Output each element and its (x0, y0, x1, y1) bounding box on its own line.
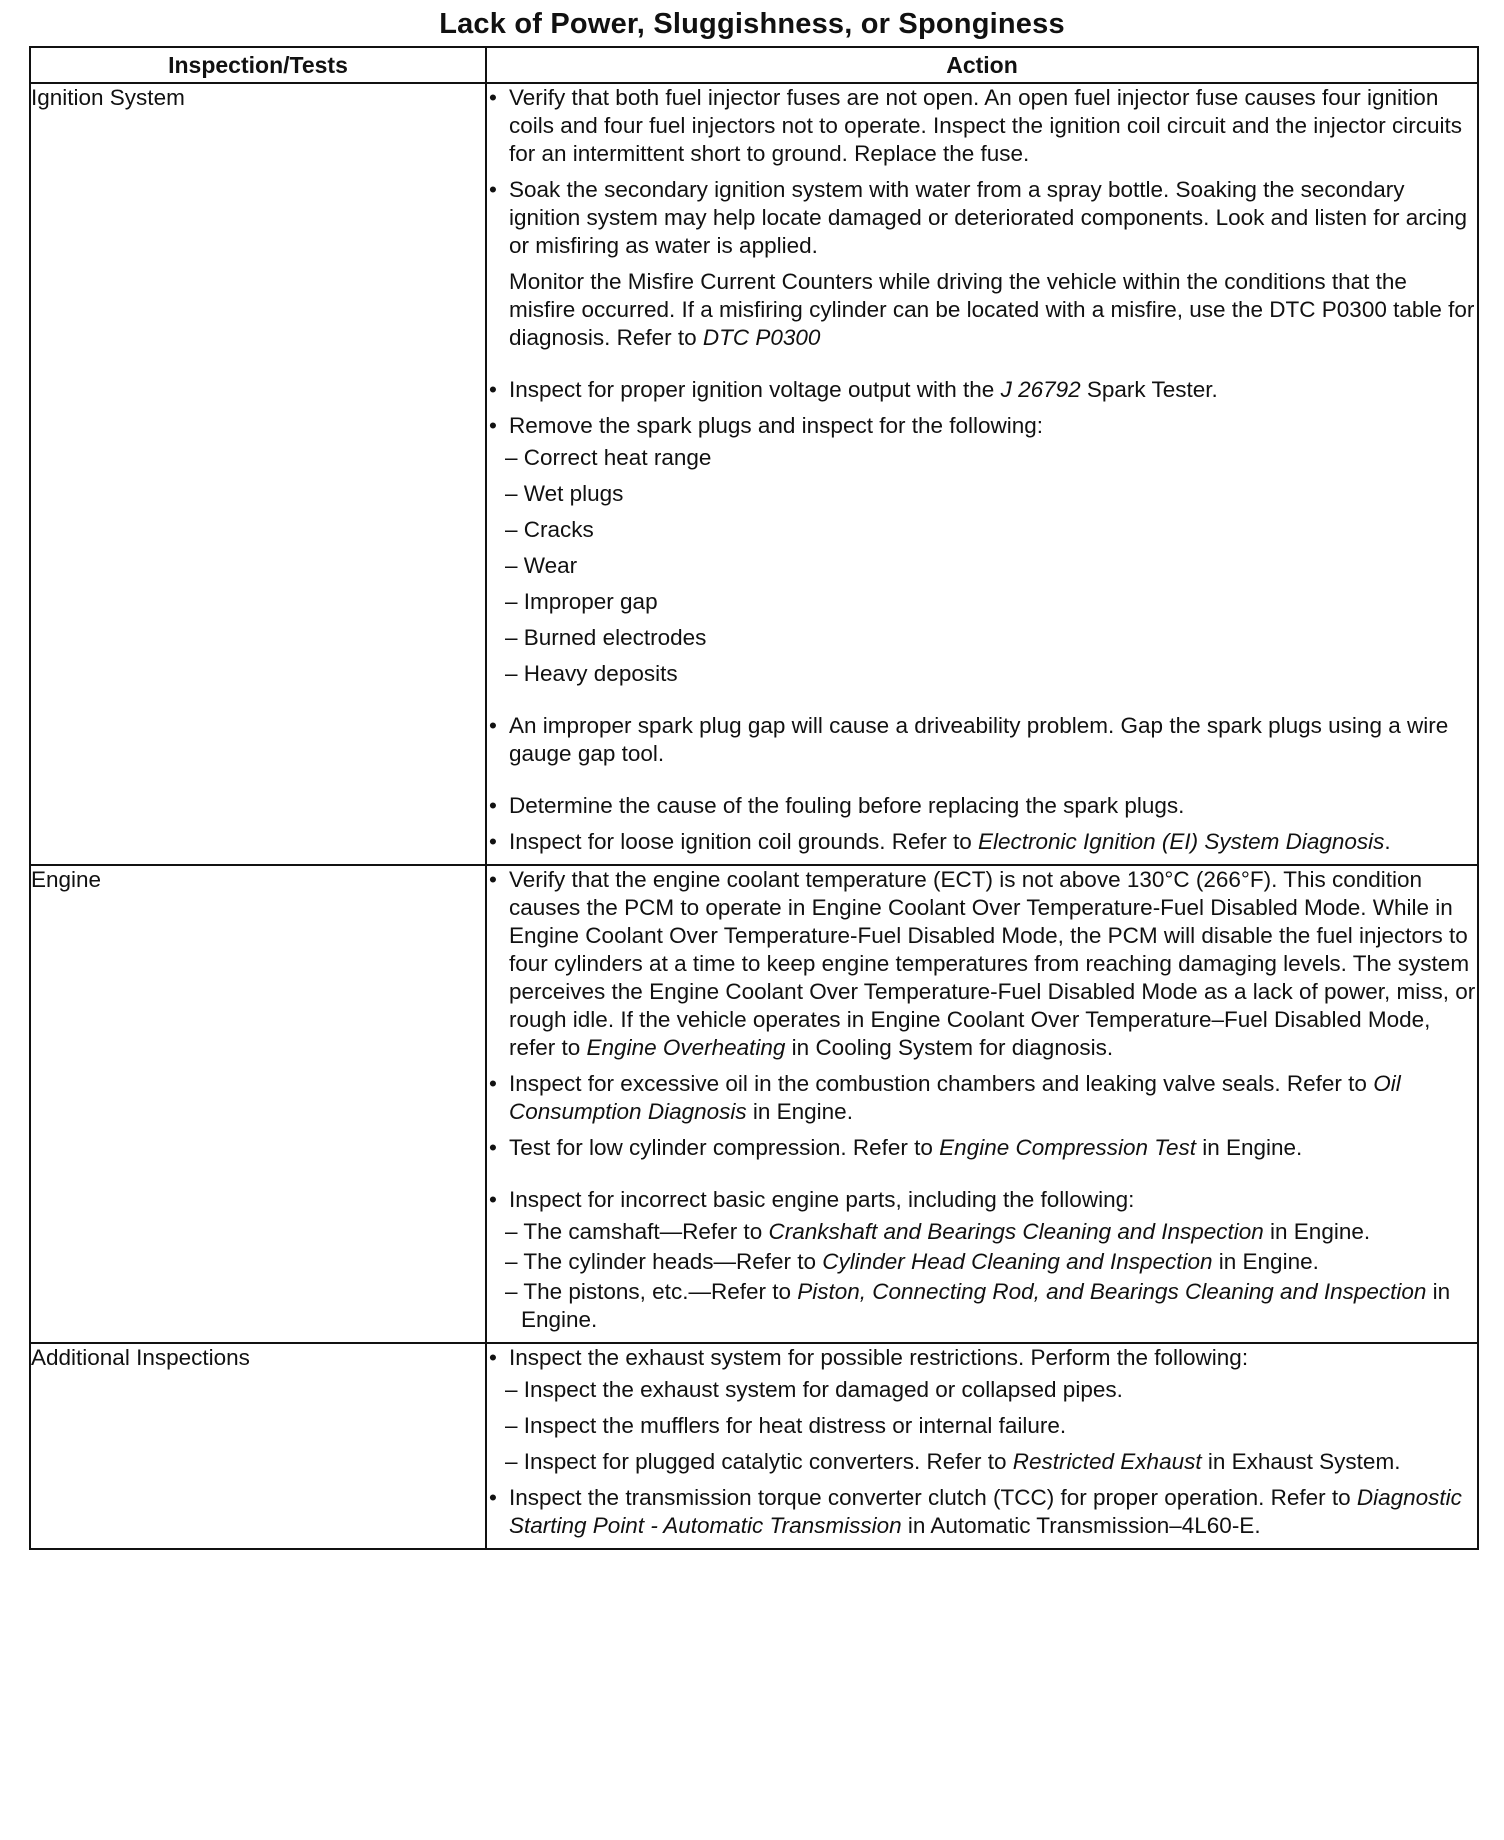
sub-item: – The camshaft—Refer to Crankshaft and Bearings Cleaning and Inspection in Engine. (505, 1219, 1371, 1244)
section-reference: Cooling System (815, 1035, 974, 1060)
reference-link: Electronic Ignition (EI) System Diagnosis (978, 829, 1385, 854)
reference-link: Crankshaft and Bearings Cleaning and Inspection (768, 1219, 1264, 1244)
action-bullet: • Inspect for excessive oil in the combustion chambers and leaking valve seals. Refer to Oil Consumption Diagnosis in Engine. (487, 1070, 1477, 1126)
header-row (30, 47, 1478, 83)
sub-item: – The cylinder heads—Refer to Cylinder Head Cleaning and Inspection in Engine. (505, 1249, 1319, 1274)
sub-item: – Improper gap (505, 589, 658, 614)
action-bullet: • An improper spark plug gap will cause a driveability problem. Gap the spark plugs using a wire gauge gap tool. (487, 712, 1477, 768)
action-bullet: • Verify that the engine coolant temperature (ECT) is not above 130°C (266°F). This condition causes the PCM to operate in Engine Coolant Over Temperature-Fuel Disabled Mode. While in Engine Coolant Over Temperature-Fuel Disabled Mode, the PCM will disable the fuel injectors to four cylinders at a time to keep engine temperatures from reaching damaging levels. The system perceives the Engine Coolant Over Temperature-Fuel Disabled Mode as a lack of power, miss, or rough idle. If the vehicle operates in Engine Coolant Over Temperature–Fuel Disabled Mode, refer to Engine Overheating in Cooling System for diagnosis. (487, 866, 1477, 1062)
sub-item: – Inspect for plugged catalytic converters. Refer to Restricted Exhaust in Exhaust System. (505, 1449, 1401, 1474)
test-name-ignition: Ignition System (30, 83, 486, 865)
action-bullet: • Soak the secondary ignition system with water from a spray bottle. Soaking the secondary ignition system may help locate damaged or deteriorated components. Look and listen for arcing or misfiring as water is applied. Monitor the Misfire Current Counters while driving the vehicle within the conditions that the misfire occurred. If a misfiring cylinder can be located with a misfire, use the DTC P0300 table for diagnosis. Refer to DTC P0300 (487, 176, 1477, 352)
tool-reference: J 26792 (1000, 377, 1081, 402)
reference-link: Cylinder Head Cleaning and Inspection (822, 1249, 1213, 1274)
reference-link: Engine Overheating (586, 1035, 786, 1060)
reference-link: Oil Consumption Diagnosis (509, 1071, 1401, 1124)
action-bullet: • Determine the cause of the fouling before replacing the spark plugs. (487, 792, 1477, 820)
action-bullet: • Inspect the transmission torque converter clutch (TCC) for proper operation. Refer to Diagnostic Starting Point - Automatic Transmission in Automatic Transmission–4L60-E. (487, 1484, 1477, 1540)
test-name-additional: Additional Inspections (30, 1343, 486, 1549)
action-bullet: • Inspect for incorrect basic engine parts, including the following: – The camshaft—Refer to Crankshaft and Bearings Cleaning and Inspection in Engine. – The cylinder heads—Refer to Cylinder Head Cleaning and Inspection in Engine. – The pistons, etc.—Refer to Piston, Connecting Rod, and Bearings Cleaning and Inspection in Engine. (487, 1186, 1477, 1334)
sub-item: – Correct heat range (505, 445, 712, 470)
action-bullet: • Remove the spark plugs and inspect for the following: – Correct heat range – Wet plugs – Cracks – Wear – Improper gap – Burned electrodes – Heavy deposits (487, 412, 1477, 688)
column-header-action: Action (486, 47, 1478, 83)
reference-link: Restricted Exhaust (1012, 1449, 1202, 1474)
action-bullet: • Inspect the exhaust system for possible restrictions. Perform the following: – Inspect the exhaust system for damaged or collapsed pipes. – Inspect the mufflers for heat distress or internal failure. – Inspect for plugged catalytic converters. Refer to Restricted Exhaust in Exhaust System. (487, 1344, 1477, 1476)
reference-link: Diagnostic Starting Point - Automatic Transmission (509, 1485, 1462, 1538)
sub-item: – Inspect the mufflers for heat distress or internal failure. (505, 1413, 1067, 1438)
sub-item: – Cracks (505, 517, 594, 542)
action-cell (486, 865, 1478, 1343)
sub-item: – The pistons, etc.—Refer to Piston, Connecting Rod, and Bearings Cleaning and Inspection in Engine. (505, 1279, 1451, 1332)
action-cell (486, 83, 1478, 865)
action-note: Monitor the Misfire Current Counters while driving the vehicle within the conditions that the misfire occurred. If a misfiring cylinder can be located with a misfire, use the DTC P0300 table for diagnosis. Refer to DTC P0300 (509, 269, 1475, 350)
page-title: Lack of Power, Sluggishness, or Sponginess (439, 8, 1065, 40)
reference-link: DTC P0300 (702, 325, 821, 350)
sub-item: – Heavy deposits (505, 661, 678, 686)
reference-link: Piston, Connecting Rod, and Bearings Cleaning and Inspection (797, 1279, 1427, 1304)
reference-link: Engine Compression Test (939, 1135, 1196, 1160)
test-name-engine: Engine (30, 865, 486, 1343)
table-row (30, 1343, 1478, 1549)
sub-item: – Burned electrodes (505, 625, 707, 650)
table-row (30, 865, 1478, 1343)
action-bullet: • Verify that both fuel injector fuses are not open. An open fuel injector fuse causes four ignition coils and four fuel injectors not to operate. Inspect the ignition coil circuit and the injector circuits for an intermittent short to ground. Replace the fuse. (487, 84, 1477, 168)
action-bullet: • Inspect for proper ignition voltage output with the J 26792 Spark Tester. (487, 376, 1477, 404)
diagnosis-table (29, 46, 1479, 1550)
action-cell (486, 1343, 1478, 1549)
column-header-inspection: Inspection/Tests (30, 47, 486, 83)
table-row (30, 83, 1478, 865)
sub-item: – Wear (505, 553, 578, 578)
sub-item: – Wet plugs (505, 481, 624, 506)
action-bullet: • Test for low cylinder compression. Refer to Engine Compression Test in Engine. (487, 1134, 1477, 1162)
action-bullet: • Inspect for loose ignition coil grounds. Refer to Electronic Ignition (EI) System Diagnosis. (487, 828, 1477, 856)
sub-item: – Inspect the exhaust system for damaged or collapsed pipes. (505, 1377, 1123, 1402)
